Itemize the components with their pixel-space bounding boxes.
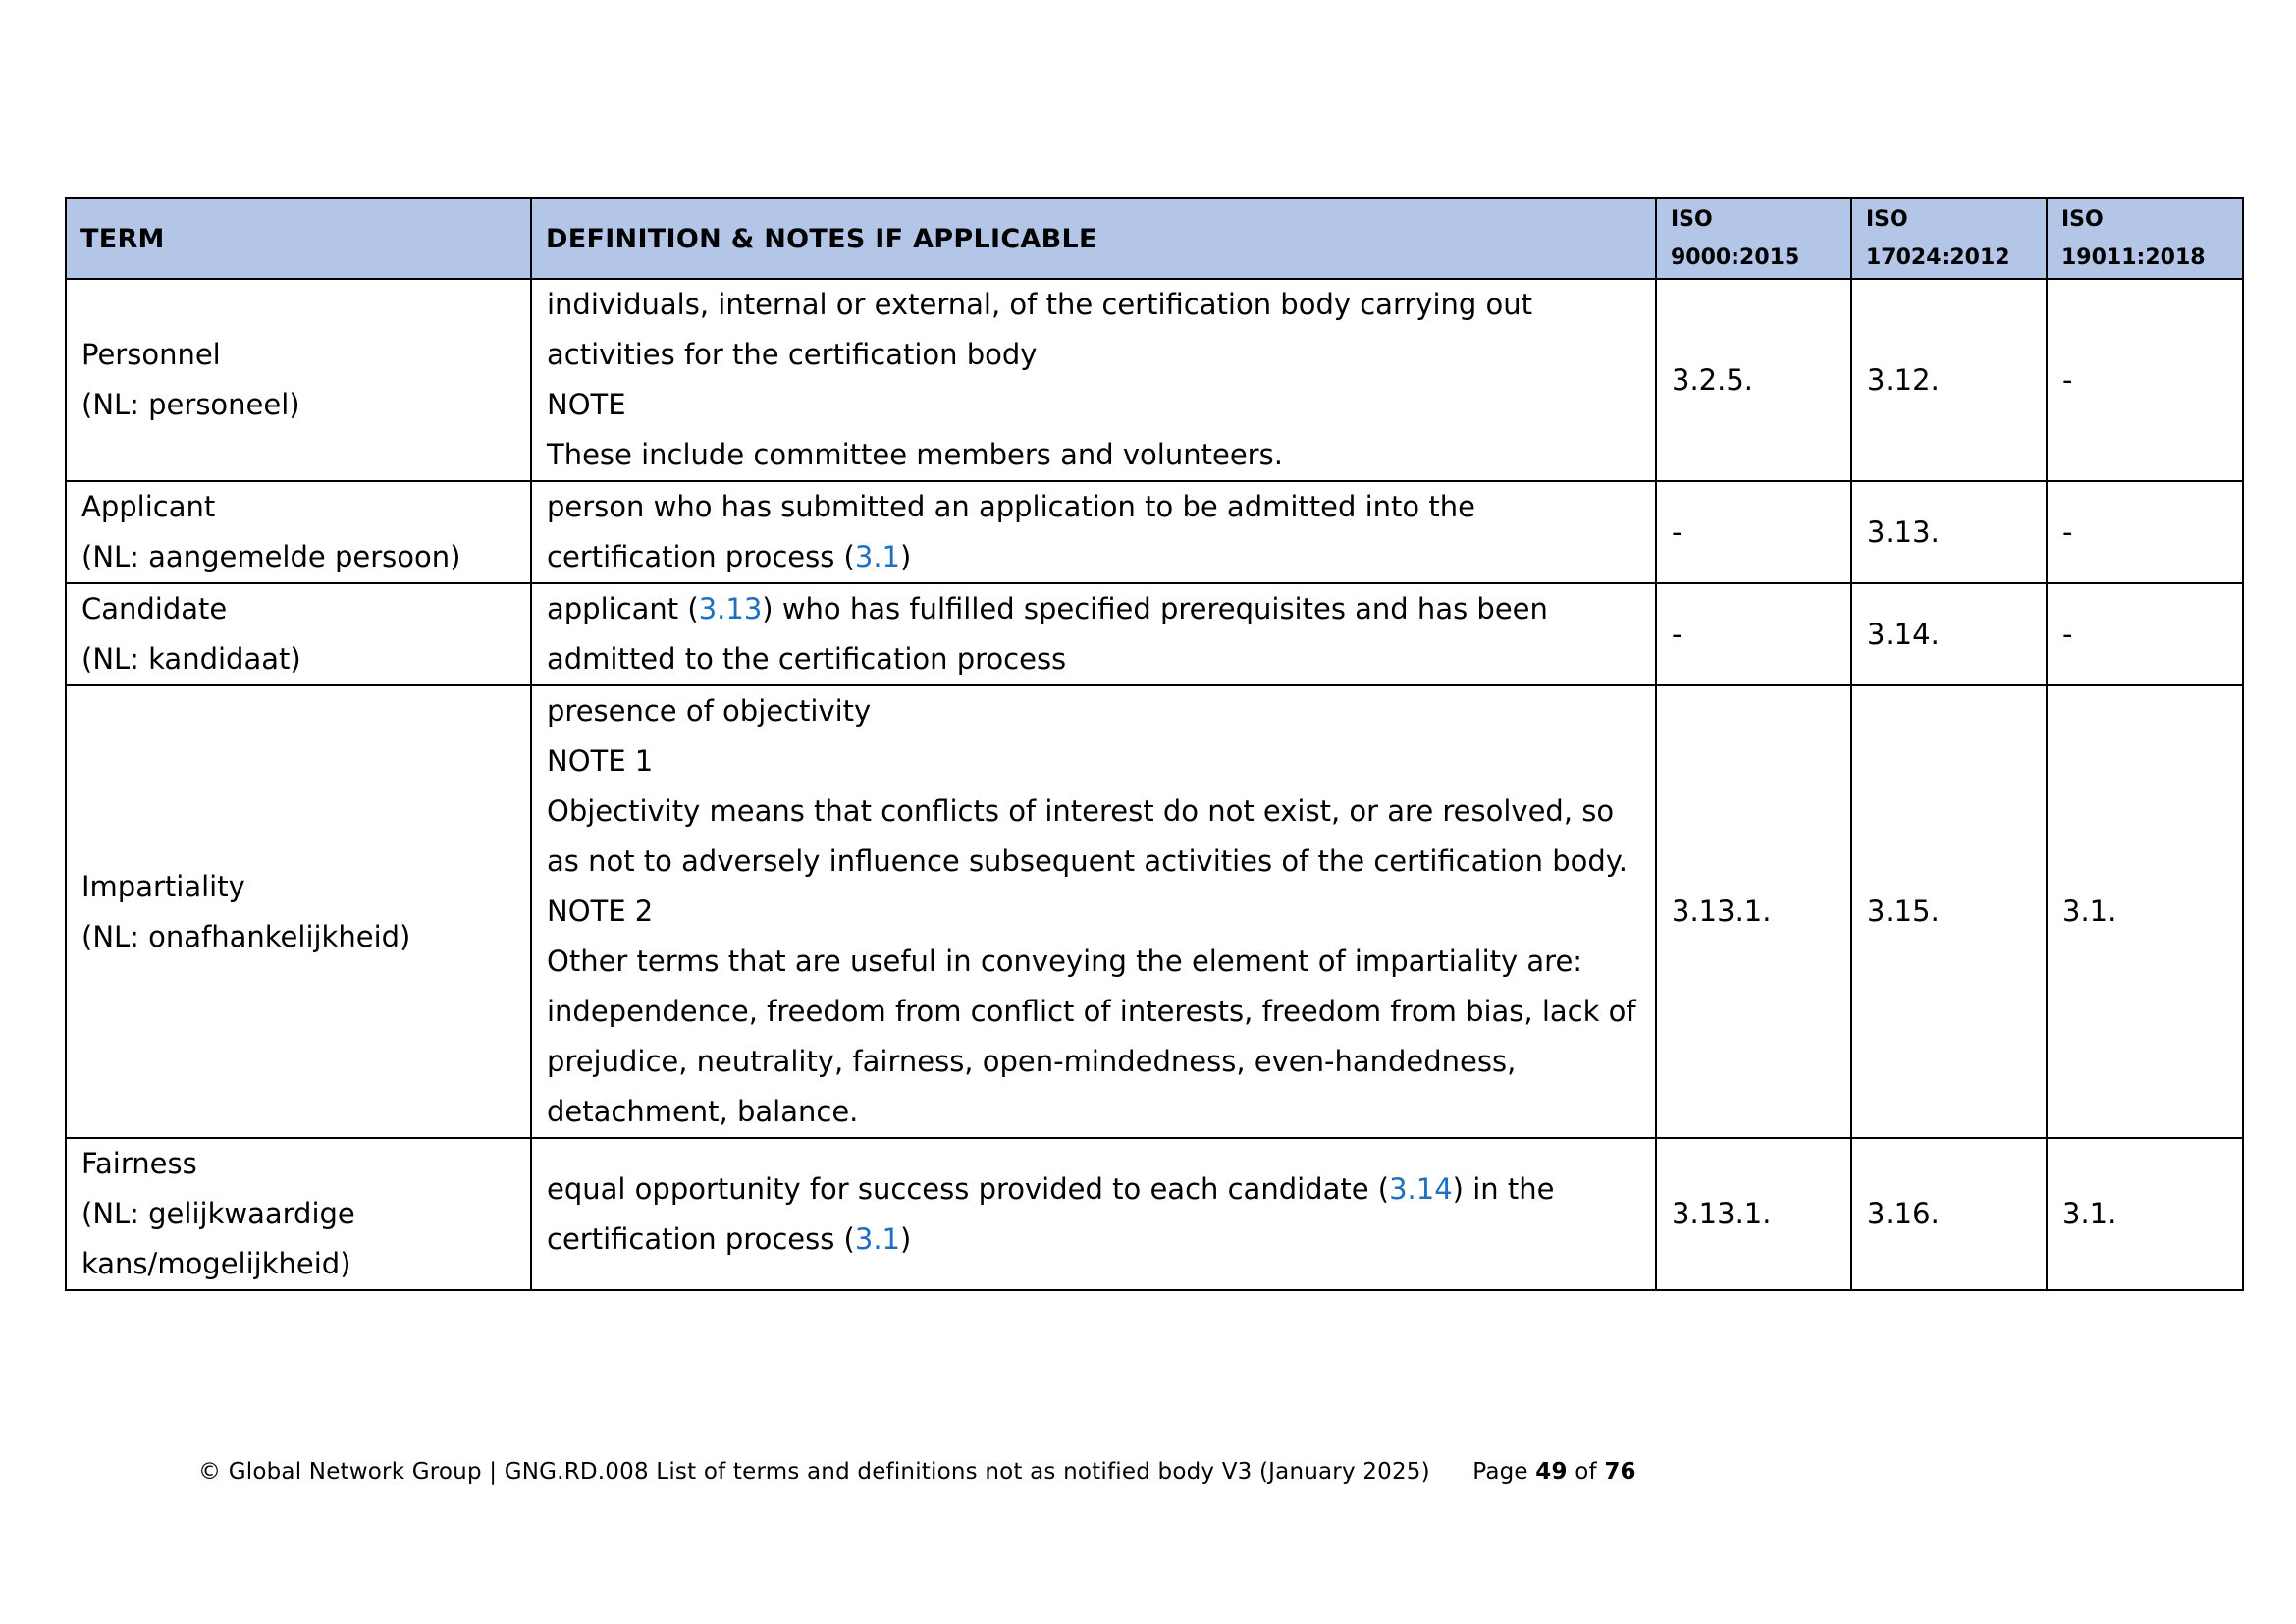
iso-19011-ref: - — [2047, 279, 2243, 481]
table-row — [66, 481, 2243, 583]
term-cell — [66, 481, 531, 583]
iso-19011-ref: 3.1. — [2047, 685, 2243, 1138]
header-iso-9000-line1: ISO — [1671, 207, 1713, 232]
table-row — [66, 583, 2243, 685]
term-dutch: (NL: aangemelde persoon) — [81, 540, 461, 573]
definition-cell — [531, 685, 1656, 1138]
table-row — [66, 1138, 2243, 1290]
term-name: Candidate — [81, 592, 228, 625]
page-label: Page — [1472, 1459, 1528, 1485]
definition-text-part: applicant ( — [547, 592, 699, 625]
header-iso-9000-line2: 9000:2015 — [1671, 245, 1800, 270]
header-iso-17024 — [1851, 198, 2047, 279]
page-total: 76 — [1604, 1459, 1636, 1485]
header-iso-19011-line1: ISO — [2061, 207, 2104, 232]
header-row — [66, 198, 2243, 279]
term-name: Impartiality — [81, 869, 245, 903]
term-cell — [66, 1138, 531, 1290]
iso-9000-ref: - — [1656, 481, 1851, 583]
definition-text-part: equal opportunity for success provided to each candidate ( — [547, 1171, 1390, 1206]
definition-text — [547, 482, 1641, 582]
cross-reference-link[interactable]: 3.1 — [854, 1221, 900, 1256]
term-dutch: (NL: personeel) — [81, 388, 300, 421]
definition-cell — [531, 1138, 1656, 1290]
note-label: NOTE 2 — [547, 894, 654, 928]
definition-cell — [531, 481, 1656, 583]
definition-text — [547, 1164, 1641, 1265]
term-cell — [66, 279, 531, 481]
header-definition: DEFINITION & NOTES IF APPLICABLE — [531, 198, 1656, 279]
iso-17024-ref: 3.16. — [1851, 1138, 2047, 1290]
term-dutch: (NL: kandidaat) — [81, 642, 301, 676]
note-label: NOTE 1 — [547, 744, 654, 778]
definition-cell — [531, 279, 1656, 481]
definition-text-part: ) — [900, 540, 912, 573]
header-iso-19011-line2: 19011:2018 — [2061, 245, 2206, 270]
definition-cell — [531, 583, 1656, 685]
page-of: of — [1575, 1459, 1597, 1485]
definition-text: individuals, internal or external, of the certification body carrying out activities for the certification body — [547, 288, 1532, 371]
definition-text-part: person who has submitted an application to be admitted into the certification process ( — [547, 490, 1475, 573]
header-iso-17024-line1: ISO — [1866, 207, 1908, 232]
iso-17024-ref: 3.14. — [1851, 583, 2047, 685]
term-cell — [66, 583, 531, 685]
note-text: These include committee members and volunteers. — [547, 438, 1283, 471]
page-current: 49 — [1535, 1459, 1568, 1485]
header-iso-19011 — [2047, 198, 2243, 279]
header-iso-9000 — [1656, 198, 1851, 279]
page-footer — [198, 1459, 1636, 1485]
definition-text: presence of objectivity — [547, 694, 872, 728]
iso-17024-ref: 3.15. — [1851, 685, 2047, 1138]
header-term: TERM — [66, 198, 531, 279]
definition-text — [547, 584, 1641, 684]
term-name: Personnel — [81, 338, 221, 371]
iso-9000-ref: 3.13.1. — [1656, 1138, 1851, 1290]
term-name: Applicant — [81, 490, 216, 523]
note-text: Objectivity means that conflicts of interest do not exist, or are resolved, so as not to adversely influence subsequent activities of the certification body. — [547, 794, 1629, 878]
cross-reference-link[interactable]: 3.14 — [1389, 1171, 1453, 1206]
note-text: Other terms that are useful in conveying the element of impartiality are: independence, freedom from conflict of interests, freedom from bias, lack of prejudice, neutrality, fairness, open-mindedness, even-handedness, detachment, balance. — [547, 945, 1636, 1128]
iso-19011-ref: 3.1. — [2047, 1138, 2243, 1290]
term-dutch: (NL: gelijkwaardige kans/mogelijkheid) — [81, 1197, 355, 1280]
iso-19011-ref: - — [2047, 481, 2243, 583]
terms-table — [65, 197, 2244, 1291]
definition-text-part: ) who has fulfilled specified prerequisites and has been admitted to the certification process — [547, 592, 1548, 676]
iso-9000-ref: - — [1656, 583, 1851, 685]
iso-9000-ref: 3.13.1. — [1656, 685, 1851, 1138]
term-name: Fairness — [81, 1147, 197, 1180]
note-label: NOTE — [547, 388, 626, 421]
term-dutch: (NL: onafhankelijkheid) — [81, 919, 411, 953]
term-cell — [66, 685, 531, 1138]
header-iso-17024-line2: 17024:2012 — [1866, 245, 2010, 270]
table-row — [66, 279, 2243, 481]
table-row — [66, 685, 2243, 1138]
definition-text-part: ) in the certification process ( — [547, 1171, 1555, 1256]
cross-reference-link[interactable]: 3.13 — [698, 592, 763, 625]
cross-reference-link[interactable]: 3.1 — [854, 540, 900, 573]
iso-9000-ref: 3.2.5. — [1656, 279, 1851, 481]
footer-copyright: © Global Network Group | GNG.RD.008 List of terms and definitions not as notified body V3 (January 2025) — [198, 1459, 1430, 1485]
page-indicator — [1472, 1459, 1635, 1485]
definition-text-part: ) — [900, 1221, 912, 1256]
iso-19011-ref: - — [2047, 583, 2243, 685]
iso-17024-ref: 3.12. — [1851, 279, 2047, 481]
iso-17024-ref: 3.13. — [1851, 481, 2047, 583]
